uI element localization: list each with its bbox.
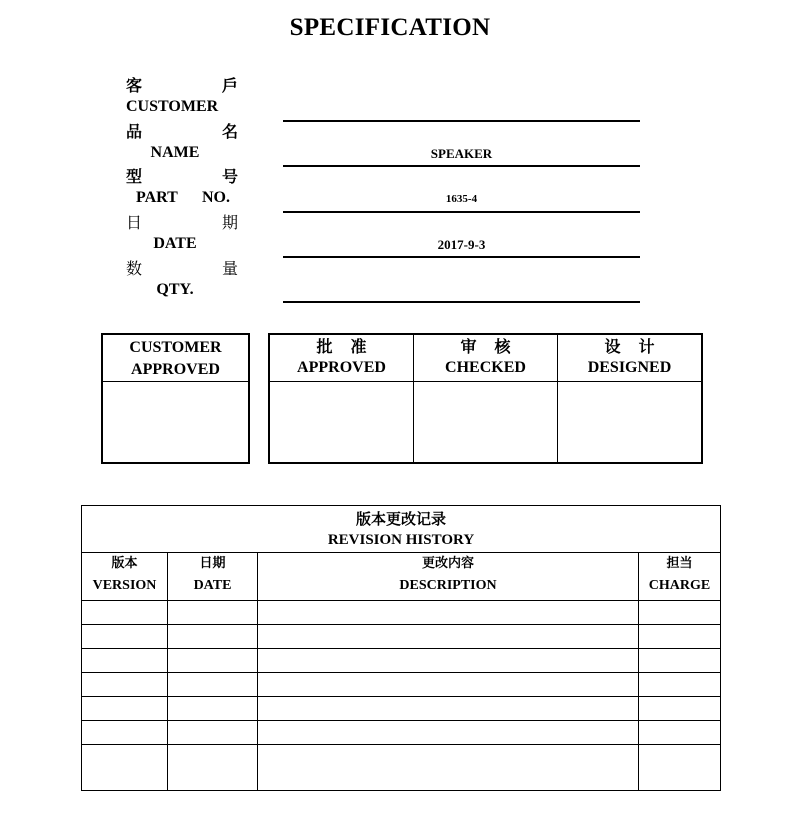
col-header-zh: 更改内容 [421, 556, 474, 571]
internal-approval-divider [270, 381, 701, 382]
customer-approved-divider [103, 381, 248, 382]
revision-title-zh: 版本更改记录 [355, 510, 446, 528]
label-en: QTY. [156, 281, 194, 298]
label-zh-2: 量 [221, 259, 238, 278]
name-value: SPEAKER [430, 146, 493, 161]
revision-title-divider [82, 552, 720, 553]
label-zh-1: 型 [126, 167, 143, 186]
field-part-no-label [126, 167, 238, 209]
name-value-line [283, 165, 640, 167]
col-header-zh: 担当 [666, 556, 693, 571]
designed-en: DESIGNED [587, 359, 672, 376]
revision-row-divider [82, 744, 720, 745]
approved-header [270, 337, 413, 379]
label-en: NAME [150, 144, 200, 161]
customer-value-line [283, 120, 640, 122]
customer-approved-en1: CUSTOMER [129, 339, 222, 356]
revision-row-divider [82, 648, 720, 649]
revision-title [82, 509, 720, 551]
label-en: CUSTOMER [126, 98, 219, 115]
revision-row-divider [82, 720, 720, 721]
label-zh-1: 日 [126, 213, 143, 232]
label-zh-1: 品 [126, 122, 143, 141]
revision-row-divider [82, 624, 720, 625]
col-header-en: VERSION [92, 578, 157, 593]
col-header-description [258, 554, 638, 598]
designed-header [558, 337, 701, 379]
designed-zh: 设计 [604, 337, 673, 356]
revision-history-table [81, 505, 721, 791]
field-name-label [126, 122, 238, 164]
checked-header [414, 337, 557, 379]
approved-en: APPROVED [297, 359, 386, 376]
col-header-version [82, 554, 167, 598]
col-header-zh: 日期 [199, 556, 226, 571]
revision-row-divider [82, 600, 720, 601]
label-en: DATE [153, 235, 197, 252]
col-header-charge [639, 554, 720, 598]
part-no-value: 1635-4 [445, 193, 478, 205]
col-header-en: DESCRIPTION [399, 578, 497, 593]
col-header-date [168, 554, 257, 598]
checked-en: CHECKED [445, 359, 526, 376]
col-header-zh: 版本 [111, 556, 138, 571]
document-title: SPECIFICATION [289, 14, 491, 41]
qty-value-line [283, 301, 640, 303]
col-header-en: DATE [193, 578, 232, 593]
label-zh-1: 数 [126, 259, 143, 278]
label-zh-2: 名 [221, 122, 238, 141]
label-zh-1: 客 [126, 76, 143, 95]
label-zh-2: 号 [221, 167, 238, 186]
revision-title-en: REVISION HISTORY [327, 532, 475, 548]
revision-row-divider [82, 672, 720, 673]
part-no-value-line [283, 211, 640, 213]
col-header-en: CHARGE [648, 578, 711, 593]
customer-approved-header [103, 337, 248, 381]
date-value-line [283, 256, 640, 258]
revision-row-divider [82, 696, 720, 697]
label-en-1: PART [136, 189, 178, 206]
date-value: 2017-9-3 [437, 237, 486, 252]
label-en-2: NO. [202, 189, 230, 206]
field-date-label [126, 213, 238, 255]
approved-zh: 批准 [316, 337, 385, 356]
customer-approved-en2: APPROVED [131, 361, 220, 378]
label-zh-2: 期 [221, 213, 238, 232]
field-qty-label [126, 259, 238, 301]
checked-zh: 审核 [460, 337, 529, 356]
field-customer-label [126, 76, 238, 118]
label-zh-2: 戶 [221, 76, 238, 95]
